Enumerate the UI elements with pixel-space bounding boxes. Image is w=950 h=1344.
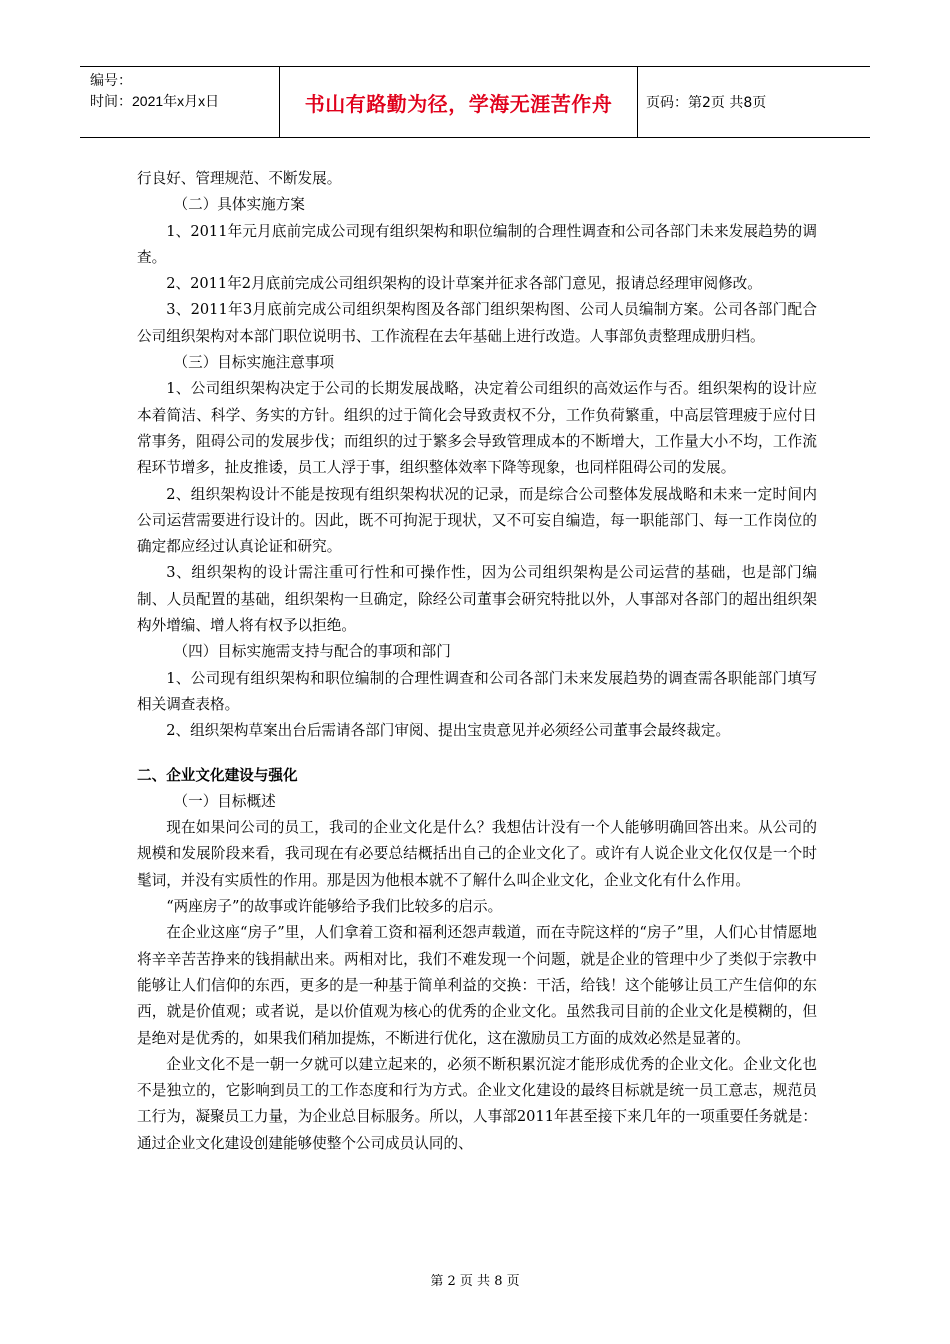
paragraph: 1、公司组织架构决定于公司的长期发展战略，决定着公司组织的高效运作与否。组织架构的设计应本着简洁、科学、务实的方针。组织的过于简化会导致责权不分，工作负荷繁重，中高层管理疲于应付日常事务，阻碍公司的发展步伐；而组织的过于繁多会导致管理成本的不断增大，工作量大小不均，工作流程环节增多，扯皮推诿，员工人浮于事，组织整体效率下降等现象，也同样阻碍公司的发展。	[137, 380, 817, 477]
paragraph: “两座房子”的故事或许能够给予我们比较多的启示。	[166, 898, 503, 916]
paragraph: 3、组织架构的设计需注重可行性和可操作性，因为公司组织架构是公司运营的基础，也是部门编制、人员配置的基础，组织架构一旦确定，除经公司董事会研究特批以外，人事部对各部门的超出组织架构外增编、增人将有权予以拒绝。	[137, 564, 817, 635]
subheading: （一）目标概述	[173, 792, 276, 810]
page-header	[80, 66, 870, 138]
doc-number-label: 编号：	[90, 72, 132, 88]
paragraph: 行良好、管理规范、不断发展。	[137, 170, 342, 187]
section-heading: 二、企业文化建设与强化	[137, 766, 298, 784]
subheading: （四）目标实施需支持与配合的事项和部门	[173, 643, 451, 661]
paragraph: 企业文化不是一朝一夕就可以建立起来的，必须不断积累沉淀才能形成优秀的企业文化。企业文化也不是独立的，它影响到员工的工作态度和行为方式。企业文化建设的最终目标就是统一员工意志，规范员工行为，凝聚员工力量，为企业总目标服务。所以，人事部2011年甚至接下来几年的一项重要任务就是：通过企业文化建设创建能够使整个公司成员认同的、	[137, 1055, 817, 1152]
subheading: （二）具体实施方案	[173, 196, 305, 214]
paragraph: 2、组织架构草案出台后需请各部门审阅、提出宝贵意见并必须经公司董事会最终裁定。	[166, 722, 731, 740]
header-motto: 书山有路勤为径，学海无涯苦作舟	[280, 67, 638, 137]
paragraph: 2、2011年2月底前完成公司组织架构的设计草案并征求各部门意见，报请总经理审阅修改。	[166, 275, 762, 293]
header-page-info: 页码：第2页 共8页	[646, 95, 767, 111]
paragraph: 1、公司现有组织架构和职位编制的合理性调查和公司各部门未来发展趋势的调查需各职能部门填写相关调查表格。	[137, 669, 817, 713]
paragraph: 在企业这座“房子”里，人们拿着工资和福利还怨声载道，而在寺院这样的“房子”里，人们心甘情愿地将辛辛苦苦挣来的钱捐献出来。两相对比，我们不难发现一个问题，就是企业的管理中少了类似于宗教中能够让人们信仰的东西，更多的是一种基于简单利益的交换：干活，给钱！这个能够让员工产生信仰的东西，就是价值观；或者说，是以价值观为核心的优秀的企业文化。虽然我司目前的企业文化是模糊的，但是绝对是优秀的，如果我们稍加提炼，不断进行优化，这在激励员工方面的成效必然是显著的。	[137, 924, 817, 1047]
paragraph: 1、2011年元月底前完成公司现有组织架构和职位编制的合理性调查和公司各部门未来发展趋势的调查。	[137, 222, 817, 266]
paragraph: 2、组织架构设计不能是按现有组织架构状况的记录，而是综合公司整体发展战略和未来一定时间内公司运营需要进行设计的。因此，既不可拘泥于现状，又不可妄自编造，每一职能部门、每一工作岗位的确定都应经过认真论证和研究。	[137, 485, 817, 556]
paragraph: 现在如果问公司的员工，我司的企业文化是什么？我想估计没有一个人能够明确回答出来。从公司的规模和发展阶段来看，我司现在有必要总结概括出自己的企业文化了。或许有人说企业文化仅仅是一个时髦词，并没有实质性的作用。那是因为他根本就不了解什么叫企业文化，企业文化有什么作用。	[137, 819, 817, 889]
subheading: （三）目标实施注意事项	[173, 354, 335, 372]
page-footer: 第 2 页 共 8 页	[430, 1274, 520, 1289]
doc-time-label: 时间：2021年x月x日	[90, 93, 220, 109]
header-meta	[80, 67, 280, 137]
document-body	[137, 166, 817, 1157]
paragraph: 3、2011年3月底前完成公司组织架构图及各部门组织架构图、公司人员编制方案。公司各部门配合公司组织架构对本部门职位说明书、工作流程在去年基础上进行改造。人事部负责整理成册归档。	[137, 301, 817, 345]
